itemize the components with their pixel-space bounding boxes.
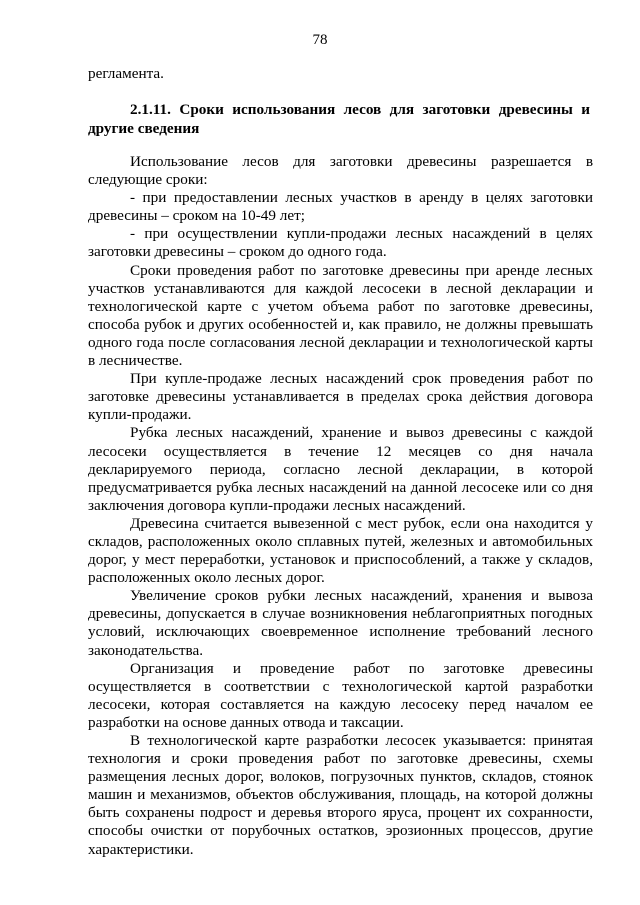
- paragraph: Сроки проведения работ по заготовке древесины при аренде лесных участков устанавливаются для каждой лесосеки в лесной декларации и технологической карте с учетом объема работ по заготовке древесины, способа рубок и других особенностей и, как правило, не должны превышать одного года после согласования лесной декларации и технологической карты в лесничестве.: [88, 261, 593, 370]
- paragraph: В технологической карте разработки лесосек указывается: принятая технология и сроки проведения работ по заготовке древесины, схемы размещения лесных дорог, волоков, погрузочных пунктов, складов, стоянок машин и механизмов, объектов обслуживания, площадь, на которой должны быть сохранены подрост и деревья второго яруса, процент их сохранности, способы очистки от порубочных остатков, эрозионных процессов, другие характеристики.: [88, 732, 593, 858]
- section-heading: 2.1.11. Сроки использования лесов для заготовки древесины и другие сведения: [88, 101, 590, 137]
- paragraph: Рубка лесных насаждений, хранение и вывоз древесины с каждой лесосеки осуществляется в течение 12 месяцев со дня начала декларируемого периода, согласно лесной декларации, в которой предусматривается рубка лесных насаждений на данной лесосеке или со дня заключения договора купли-продажи лесных насаждений.: [88, 424, 593, 514]
- paragraph: Древесина считается вывезенной с мест рубок, если она находится у складов, расположенных около сплавных путей, железных и автомобильных дорог, у мест переработки, установок и приспособлений, а также у складов, расположенных около лесных дорог.: [88, 514, 593, 587]
- section-body: [88, 153, 593, 859]
- paragraph: - при предоставлении лесных участков в аренду в целях заготовки древесины – сроком на 10-49 лет;: [88, 189, 593, 225]
- paragraph: При купле-продаже лесных насаждений срок проведения работ по заготовке древесины устанавливается в пределах срока действия договора купли-продажи.: [88, 370, 593, 424]
- continued-text: регламента.: [88, 65, 164, 82]
- paragraph: - при осуществлении купли-продажи лесных насаждений в целях заготовки древесины – сроком до одного года.: [88, 225, 593, 261]
- paragraph: Организация и проведение работ по заготовке древесины осуществляется в соответствии с технологической картой разработки лесосеки, которая составляется на каждую лесосеку перед началом ее разработки на основе данных отвода и таксации.: [88, 659, 593, 731]
- paragraph: Увеличение сроков рубки лесных насаждений, хранения и вывоза древесины, допускается в случае возникновения неблагоприятных погодных условий, исключающих своевременное исполнение требований лесного законодательства.: [88, 587, 593, 659]
- paragraph: Использование лесов для заготовки древесины разрешается в следующие сроки:: [88, 153, 593, 189]
- page-number: 78: [312, 32, 328, 48]
